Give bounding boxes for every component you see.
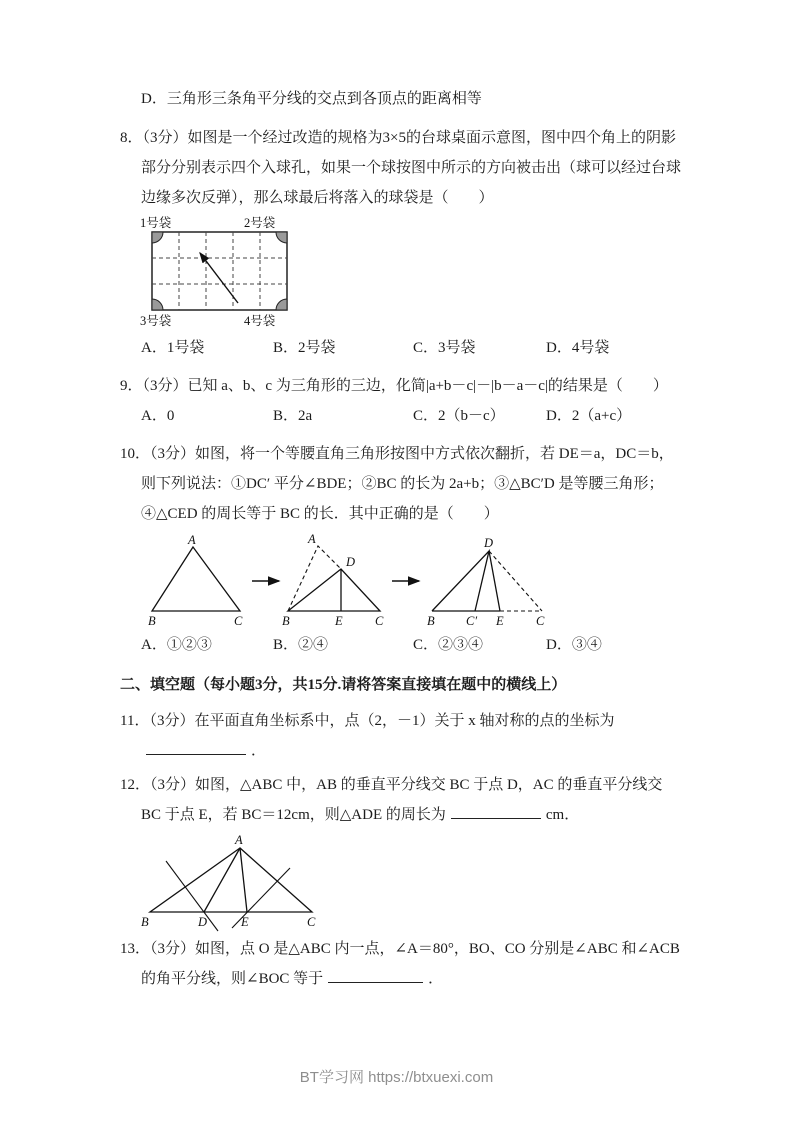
t1-label-b: B [148, 614, 156, 628]
q11-period: ． [251, 743, 267, 759]
q12-answer-blank [451, 805, 541, 819]
t2-label-d: D [346, 555, 356, 569]
t2-label-c: C [375, 614, 384, 628]
q10-option-a: A．①②③ [141, 637, 212, 653]
q9-option-a: A．0 [141, 408, 175, 424]
q9-option-b: B．2a [273, 408, 313, 424]
corner-pockets [152, 232, 287, 310]
t3-label-e: E [496, 614, 504, 628]
triangle-3 [432, 551, 542, 611]
t3-label-c-prime: C′ [466, 614, 478, 628]
question-13 [120, 934, 683, 994]
choice-d-previous-question: D．三角形三条角平分线的交点到各顶点的距离相等 [141, 91, 482, 107]
question-8-stem: 8．（3分）如图是一个经过改造的规格为3×5的台球桌面示意图，图中四个角上的阴影部分分别表示四个入球孔，如果一个球按图中所示的方向被击出（球可以经过台球边缘多次反弹），那么球最后将落入的球袋是（ ） [120, 130, 682, 206]
question-8-options [141, 333, 683, 363]
perpendicular-bisector-figure [140, 832, 370, 932]
pocket-4-label: 4号袋 [244, 314, 276, 328]
q13-period: ． [428, 971, 444, 987]
site-footer: BT学习网 https://btxuexi.com [299, 1069, 494, 1086]
question-12-figure [140, 832, 683, 932]
fig12-label-e: E [241, 915, 249, 929]
question-10-stem: 10．（3分）如图，将一个等腰直角三角形按图中方式依次翻折，若 DE＝a，DC＝b，则下列说法：①DC′ 平分∠BDE；②BC 的长为 2a+b；③△BC′D 是等腰三角形；④△CED 的周长等于 BC 的长．其中正确的是（ ） [120, 446, 674, 522]
table-grid-lines [152, 232, 287, 310]
pocket-1-label: 1号袋 [140, 216, 172, 230]
billiard-table-figure [138, 215, 308, 329]
fig12-label-c: C [307, 915, 316, 929]
t1-label-a: A [188, 533, 196, 547]
q13-answer-blank [328, 969, 423, 983]
question-9-stem: 9．（3分）已知 a、b、c 为三角形的三边，化简|a+b－c|－|b－a－c|的结果是（ ） [120, 378, 668, 394]
fig12-label-d: D [198, 915, 208, 929]
q9-option-c: C．2（b－c） [413, 408, 505, 424]
q10-option-c: C．②③④ [413, 637, 484, 653]
q12-text: 12．（3分）如图，△ABC 中，AB 的垂直平分线交 BC 于点 D，AC 的垂直平分线交 BC 于点 E，若 BC＝12cm，则△ADE 的周长为 [120, 777, 663, 823]
q8-option-c: C．3号袋 [413, 340, 476, 356]
q9-option-d: D．2（a+c） [546, 408, 632, 424]
q13-text: 13．（3分）如图，点 O 是△ABC 内一点，∠A＝80°，BO、CO 分别是∠ABC 和∠ACB 的角平分线，则∠BOC 等于 [120, 941, 680, 987]
fig12-label-a: A [235, 833, 243, 847]
pocket-3-label: 3号袋 [140, 314, 172, 328]
q10-option-b: B．②④ [273, 637, 329, 653]
t2-label-b: B [282, 614, 290, 628]
q11-text: 11．（3分）在平面直角坐标系中，点（2，－1）关于 x 轴对称的点的坐标为 [120, 713, 615, 729]
pocket-2-label: 2号袋 [244, 216, 276, 230]
table-border [152, 232, 287, 310]
folded-triangles-figure [148, 533, 548, 628]
triangle-abc [150, 848, 312, 912]
q8-option-d: D．4号袋 [546, 340, 610, 356]
bisector-lines [166, 861, 290, 931]
t3-label-b: B [427, 614, 435, 628]
section-2-header: 二、填空题（每小题3分，共15分.请将答案直接填在题中的横线上） [120, 677, 567, 693]
question-11 [120, 706, 683, 766]
t1-label-c: C [234, 614, 243, 628]
question-12 [120, 770, 683, 830]
t3-label-d: D [484, 536, 494, 550]
q12-unit: cm． [545, 807, 580, 823]
triangle-1 [152, 547, 240, 611]
t2-label-a: A [308, 533, 316, 546]
q11-answer-blank [146, 741, 246, 755]
fig12-label-b: B [141, 915, 149, 929]
question-9-options [141, 401, 683, 431]
question-10-options [141, 630, 683, 660]
triangle-2 [288, 546, 380, 611]
t2-label-e: E [335, 614, 343, 628]
t3-label-c: C [536, 614, 545, 628]
q8-option-b: B．2号袋 [273, 340, 336, 356]
q10-option-d: D．③④ [546, 637, 602, 653]
q8-option-a: A．1号袋 [141, 340, 205, 356]
question-10-figure [148, 533, 683, 628]
question-8-figure [138, 215, 683, 329]
